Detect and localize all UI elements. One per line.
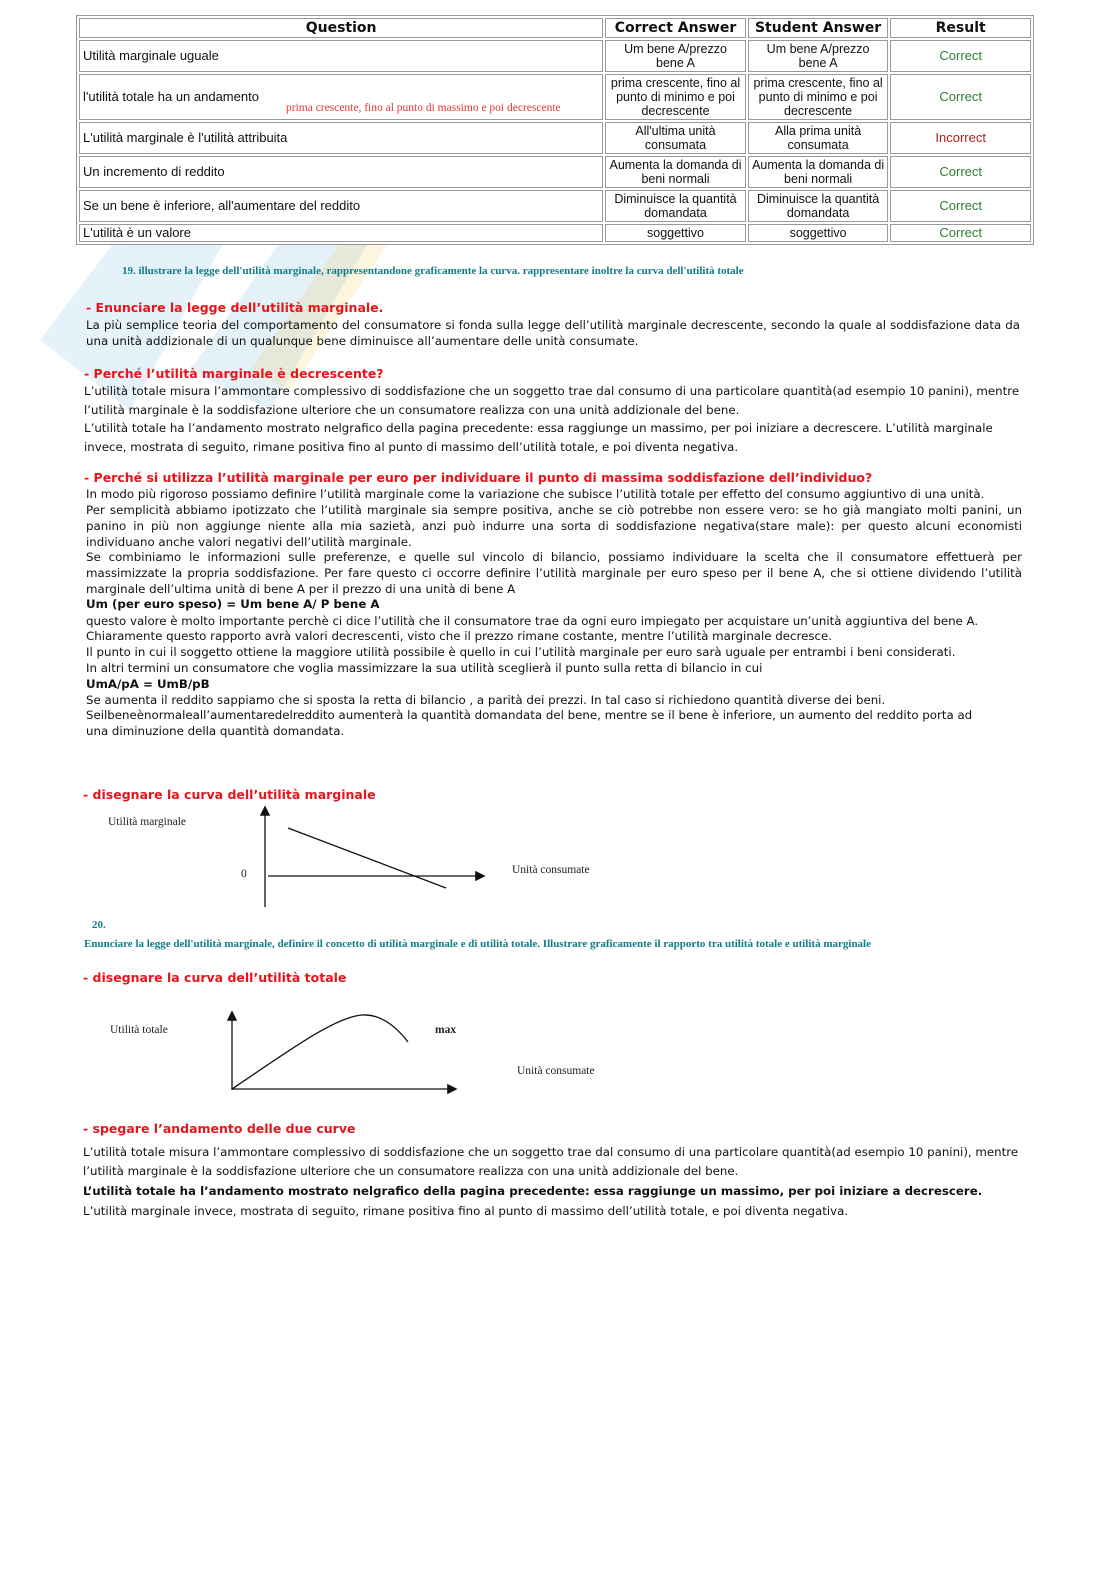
correct-answer-cell: Um bene A/prezzo bene A — [605, 40, 746, 72]
graph1-x-label: Unità consumate — [512, 864, 590, 876]
question-cell: Un incremento di reddito — [79, 156, 603, 188]
formula-equimarginal: UmA/pA = UmB/pB — [86, 677, 210, 691]
question-20-title: Enunciare la legge dell'utilità marginale, definire il concetto di utilità marginale e di utilità totale. Illustrare graficamente il rapporto tra utilità totale e utilità marginale — [84, 938, 871, 950]
question-cell: L'utilità è un valore — [79, 224, 603, 242]
paragraph-why-2: l’utilità marginale è la soddisfazione ulteriore che un consumatore realizza con una unità addizionale del bene. — [84, 403, 740, 417]
paragraph-law: La più semplice teoria del comportamento del consumatore si fonda sulla legge dell’utilità marginale decrescente, secondo la quale al soddisfazione data da una unità addizionale di un qualunque bene diminuisce all’aumentare delle unità consumate. — [86, 318, 1020, 348]
correct-answer-cell: All'ultima unità consumata — [605, 122, 746, 154]
paragraph-explain-4: L’utilità marginale invece, mostrata di seguito, rimane positiva fino al punto di massimo dell’utilità totale, e poi diventa negativa. — [83, 1204, 849, 1218]
question-cell: Utilità marginale uguale — [79, 40, 603, 72]
header-correct-answer: Correct Answer — [605, 18, 746, 38]
marginal-utility-curve — [288, 828, 446, 888]
graph1-origin-label: 0 — [241, 868, 247, 880]
table-header-row — [79, 18, 1031, 38]
paragraph-per-euro-8: Se aumenta il reddito sappiamo che si sposta la retta di bilancio , a parità dei prezzi. In tal caso si richiedono quantità diverse dei beni. — [86, 693, 886, 707]
paragraph-why-4: invece, mostrata di seguito, rimane positiva fino al punto di massimo dell’utilità totale, e poi diventa negativa. — [84, 440, 739, 454]
student-answer-cell: soggettivo — [748, 224, 889, 242]
correct-answer-cell: prima crescente, fino al punto di minimo e poi decrescente — [605, 74, 746, 120]
graph2-x-label: Unità consumate — [517, 1065, 595, 1077]
table-row — [79, 122, 1031, 154]
paragraph-per-euro-7: In altri termini un consumatore che voglia massimizzare la sua utilità sceglierà il punto sulla retta di bilancio in cui — [86, 661, 763, 675]
heading-why-decreasing: - Perché l’utilità marginale è decrescente? — [84, 366, 384, 381]
question-cell: Se un bene è inferiore, all'aumentare del reddito — [79, 190, 603, 222]
result-cell: Correct — [890, 190, 1031, 222]
student-answer-cell: Diminuisce la quantità domandata — [748, 190, 889, 222]
table-row — [79, 224, 1031, 242]
graph1-y-label: Utilità marginale — [108, 816, 187, 828]
formula-um-per-euro: Um (per euro speso) = Um bene A/ P bene A — [86, 597, 380, 611]
quiz-results-table — [76, 15, 1034, 245]
paragraph-per-euro-2: Per semplicità abbiamo ipotizzato che l’utilità marginale sia sempre positiva, anche se ciò potrebbe non essere vero: se ho già mangiato molti panini, un panino in più non aggiunge niente alla mia sazietà, anzi può indurre una sorta di soddisfazione negativa(stare male): per questo alcuni economisti individuano anche valori negativi dell’utilità marginale. — [86, 503, 1022, 549]
paragraph-per-euro-1: In modo più rigoroso possiamo definire l’utilità marginale come la variazione che subisce l’utilità totale per effetto del consumo aggiuntivo di una unità. — [86, 487, 985, 501]
header-result: Result — [890, 18, 1031, 38]
result-cell: Correct — [890, 74, 1031, 120]
student-answer-cell: Um bene A/prezzo bene A — [748, 40, 889, 72]
heading-draw-marginal: - disegnare la curva dell’utilità marginale — [83, 787, 376, 802]
header-question: Question — [79, 18, 603, 38]
correct-answer-cell: Aumenta la domanda di beni normali — [605, 156, 746, 188]
heading-law-marginal-utility: - Enunciare la legge dell’utilità marginale. — [86, 300, 384, 315]
header-student-answer: Student Answer — [748, 18, 889, 38]
table-row — [79, 74, 1031, 120]
paragraph-explain-1: L’utilità totale misura l’ammontare complessivo di soddisfazione che un soggetto trae dal consumo di una particolare quantità(ad esempio 10 panini), mentre — [83, 1145, 1019, 1159]
correct-answer-cell: Diminuisce la quantità domandata — [605, 190, 746, 222]
question-cell: L'utilità marginale è l'utilità attribuita — [79, 122, 603, 154]
question-cell — [79, 74, 603, 120]
question-text: l'utilità totale ha un andamento — [83, 89, 259, 104]
result-cell: Correct — [890, 156, 1031, 188]
table-row — [79, 190, 1031, 222]
paragraph-per-euro-3: Se combiniamo le informazioni sulle preferenze, e quelle sul vincolo di bilancio, possiamo individuare la scelta che il consumatore effettuerà per massimizzate la propria soddisfazione. Per fare questo ci occorre definire l’utilità marginale per euro speso per il bene A, che si ottiene dividendo l’utilità marginale dell’ultima unità di bene A per il prezzo di una unità di bene A — [86, 550, 1022, 596]
paragraph-explain-3: L’utilità totale ha l’andamento mostrato nelgrafico della pagina precedente: essa raggiunge un massimo, per poi iniziare a decrescere. — [83, 1184, 983, 1198]
paragraph-why-3: L’utilità totale ha l’andamento mostrato nelgrafico della pagina precedente: essa raggiunge un massimo, per poi iniziare a decrescere. L’utilità marginale — [84, 421, 993, 435]
result-cell: Correct — [890, 224, 1031, 242]
student-answer-cell: Alla prima unità consumata — [748, 122, 889, 154]
question-20-number: 20. — [92, 919, 106, 931]
result-cell: Incorrect — [890, 122, 1031, 154]
total-utility-curve — [232, 1015, 408, 1089]
paragraph-per-euro-6: Il punto in cui il soggetto ottiene la maggiore utilità possibile è quello in cui l’utilità marginale per euro sarà uguale per entrambi i beni considerati. — [86, 645, 956, 659]
graph2-y-label: Utilità totale — [110, 1024, 168, 1036]
paragraph-per-euro-4: questo valore è molto importante perchè ci dice l’utilità che il consumatore trae da ogni euro impiegato per acquistare un’unità aggiuntiva del bene A. — [86, 614, 979, 628]
graph2-max-label: max — [435, 1024, 457, 1036]
handwritten-annotation: prima crescente, fino al punto di massimo e poi decrescente — [286, 102, 561, 114]
table-row — [79, 156, 1031, 188]
paragraph-explain-2: l’utilità marginale è la soddisfazione ulteriore che un consumatore realizza con una unità addizionale del bene. — [83, 1164, 739, 1178]
student-answer-cell: Aumenta la domanda di beni normali — [748, 156, 889, 188]
heading-explain-curves: - spegare l’andamento delle due curve — [83, 1121, 356, 1136]
paragraph-per-euro-5: Chiaramente questo rapporto avrà valori decrescenti, visto che il prezzo rimane costante, mentre l’utilità marginale decresce. — [86, 629, 833, 643]
paragraph-per-euro-9: Seilbeneènormaleall’aumentaredelreddito aumenterà la quantità domandata del bene, mentre se il bene è inferiore, un aumento del reddito porta ad una diminuzione della quantità domandata. — [86, 708, 973, 738]
total-utility-graph — [220, 1005, 470, 1100]
result-cell: Correct — [890, 40, 1031, 72]
correct-answer-cell: soggettivo — [605, 224, 746, 242]
table-row — [79, 40, 1031, 72]
paragraph-why-1: L’utilità totale misura l’ammontare complessivo di soddisfazione che un soggetto trae dal consumo di una particolare quantità(ad esempio 10 panini), mentre — [84, 384, 1020, 398]
student-answer-cell: prima crescente, fino al punto di minimo e poi decrescente — [748, 74, 889, 120]
marginal-utility-graph — [250, 800, 500, 910]
heading-draw-total: - disegnare la curva dell’utilità totale — [83, 970, 347, 985]
question-19-title: 19. illustrare la legge dell'utilità marginale, rappresentandone graficamente la curva. rappresentare inoltre la curva dell'utilità totale — [122, 265, 744, 277]
heading-per-euro: - Perché si utilizza l’utilità marginale per euro per individuare il punto di massima soddisfazione dell’individuo? — [84, 470, 873, 485]
